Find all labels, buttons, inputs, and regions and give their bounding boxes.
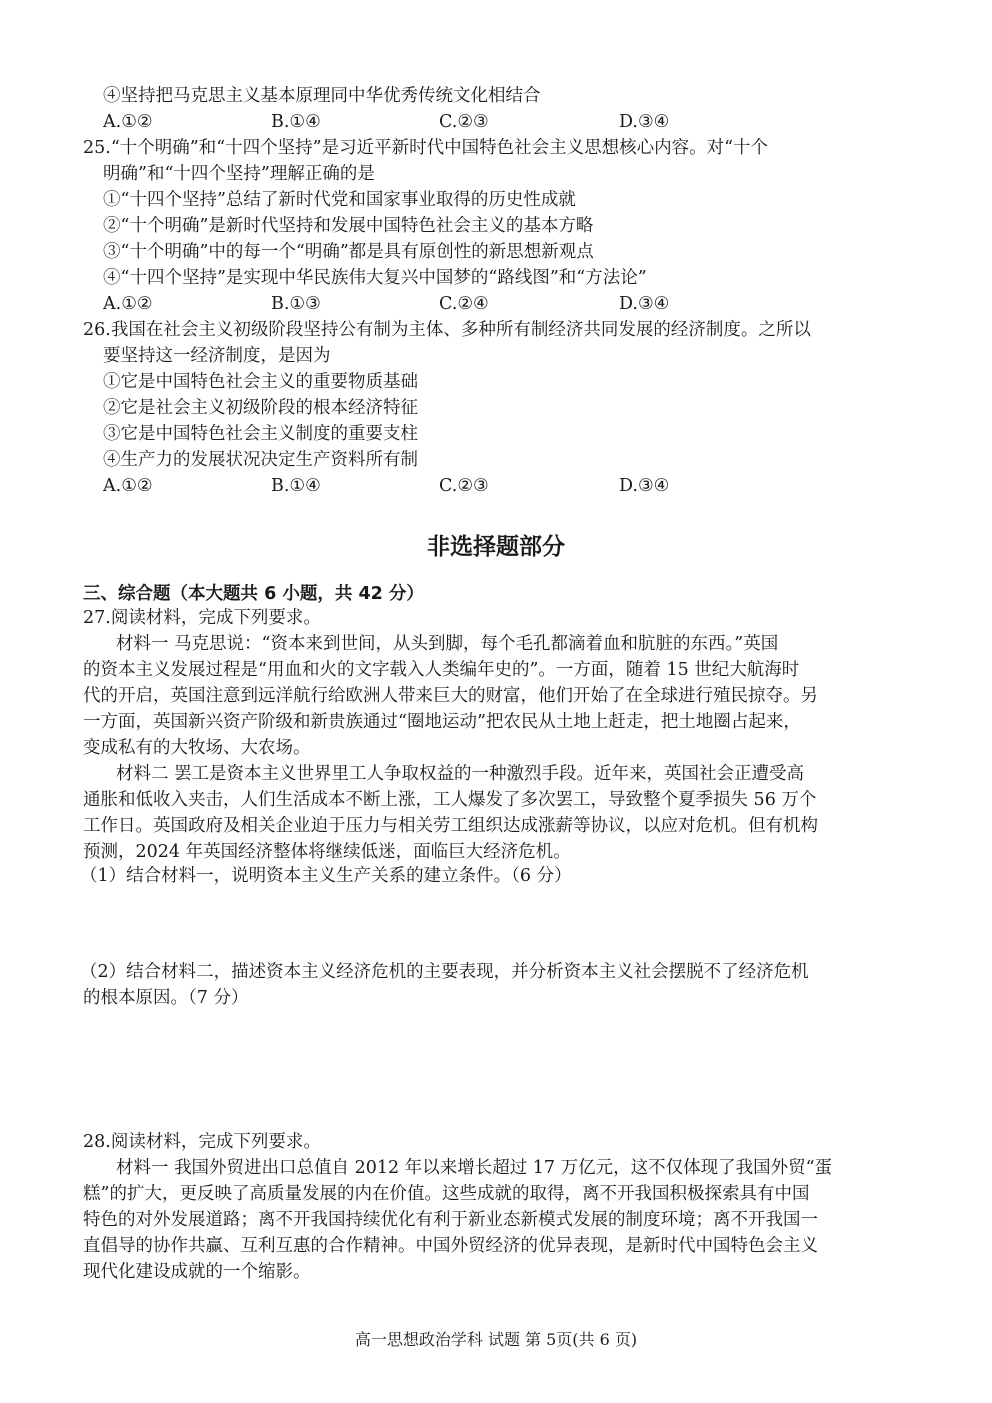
q27-material-2-line-4: 预测，2024 年英国经济整体将继续低迷，面临巨大经济危机。 bbox=[83, 842, 571, 862]
q25-stem-line-1: 25.“十个明确”和“十四个坚持”是习近平新时代中国特色社会主义思想核心内容。对“十个 bbox=[83, 138, 769, 158]
q27-subquestion-2-line-2: 的根本原因。（7 分） bbox=[83, 988, 249, 1008]
page-footer: 高一思想政治学科 试题 第 5页(共 6 页) bbox=[354, 1330, 638, 1349]
q26-option-item-1: ①它是中国特色社会主义的重要物质基础 bbox=[103, 372, 418, 392]
q27-material-2-line-1: 材料二 罢工是资本主义世界里工人争取权益的一种激烈手段。近年来，英国社会正遭受高 bbox=[116, 764, 805, 784]
q27-material-1-line-5: 变成私有的大牧场、大农场。 bbox=[83, 738, 311, 758]
q28-stem: 28.阅读材料，完成下列要求。 bbox=[83, 1132, 321, 1152]
q26-choice-b: B.①④ bbox=[271, 476, 321, 496]
q25-choice-b: B.①③ bbox=[271, 294, 321, 314]
q26-option-item-3: ③它是中国特色社会主义制度的重要支柱 bbox=[103, 424, 418, 444]
q25-option-item-1: ①“十四个坚持”总结了新时代党和国家事业取得的历史性成就 bbox=[103, 190, 576, 210]
q26-choice-d: D.③④ bbox=[619, 476, 670, 496]
q28-material-1-line-2: 糕”的扩大，更反映了高质量发展的内在价值。这些成就的取得，离不开我国积极探索具有中国 bbox=[83, 1184, 810, 1204]
section-heading: 三、综合题（本大题共 6 小题，共 42 分） bbox=[83, 584, 424, 604]
q27-material-1-line-2: 的资本主义发展过程是“用血和火的文字载入人类编年史的”。一方面，随着 15 世纪大航海时 bbox=[83, 660, 800, 680]
q26-option-item-4: ④生产力的发展状况决定生产资料所有制 bbox=[103, 450, 418, 470]
q28-material-1-line-5: 现代化建设成就的一个缩影。 bbox=[83, 1262, 311, 1282]
q25-choice-c: C.②④ bbox=[439, 294, 489, 314]
q25-option-item-4: ④“十四个坚持”是实现中华民族伟大复兴中国梦的“路线图”和“方法论” bbox=[103, 268, 647, 288]
q25-option-item-2: ②“十个明确”是新时代坚持和发展中国特色社会主义的基本方略 bbox=[103, 216, 594, 236]
q24-option-item-4: ④坚持把马克思主义基本原理同中华优秀传统文化相结合 bbox=[103, 86, 541, 106]
q24-choice-b: B.①④ bbox=[271, 112, 321, 132]
q26-choice-a: A.①② bbox=[103, 476, 153, 496]
q25-stem-line-2: 明确”和“十四个坚持”理解正确的是 bbox=[103, 164, 375, 184]
q27-material-2-line-3: 工作日。英国政府及相关企业迫于压力与相关劳工组织达成涨薪等协议，以应对危机。但有机构 bbox=[83, 816, 818, 836]
q27-subquestion-2-line-1: （2）结合材料二，描述资本主义经济危机的主要表现，并分析资本主义社会摆脱不了经济危机 bbox=[80, 962, 809, 982]
q26-stem-line-1: 26.我国在社会主义初级阶段坚持公有制为主体、多种所有制经济共同发展的经济制度。之所以 bbox=[83, 320, 811, 340]
q28-material-1-line-1: 材料一 我国外贸进出口总值自 2012 年以来增长超过 17 万亿元，这不仅体现了我国外贸“蛋 bbox=[116, 1158, 833, 1178]
q27-material-1-line-4: 一方面，英国新兴资产阶级和新贵族通过“圈地运动”把农民从土地上赶走，把土地圈占起来， bbox=[83, 712, 801, 732]
q26-choice-c: C.②③ bbox=[439, 476, 489, 496]
q28-material-1-line-3: 特色的对外发展道路；离不开我国持续优化有利于新业态新模式发展的制度环境；离不开我国一 bbox=[83, 1210, 818, 1230]
q28-material-1-line-4: 直倡导的协作共赢、互利互惠的合作精神。中国外贸经济的优异表现，是新时代中国特色会主义 bbox=[83, 1236, 818, 1256]
q25-option-item-3: ③“十个明确”中的每一个“明确”都是具有原创性的新思想新观点 bbox=[103, 242, 594, 262]
q27-subquestion-1: （1）结合材料一，说明资本主义生产关系的建立条件。（6 分） bbox=[80, 866, 572, 886]
q27-material-1-line-3: 代的开启，英国注意到远洋航行给欧洲人带来巨大的财富，他们开始了在全球进行殖民掠夺。另 bbox=[83, 686, 818, 706]
q26-option-item-2: ②它是社会主义初级阶段的根本经济特征 bbox=[103, 398, 418, 418]
q27-material-1-line-1: 材料一 马克思说：“资本来到世间，从头到脚，每个毛孔都滴着血和肮脏的东西。”英国 bbox=[116, 634, 779, 654]
q24-choice-c: C.②③ bbox=[439, 112, 489, 132]
part-title: 非选择题部分 bbox=[427, 534, 565, 560]
q24-choice-d: D.③④ bbox=[619, 112, 670, 132]
q25-choice-a: A.①② bbox=[103, 294, 153, 314]
q24-choice-a: A.①② bbox=[103, 112, 153, 132]
q25-choice-d: D.③④ bbox=[619, 294, 670, 314]
q26-stem-line-2: 要坚持这一经济制度，是因为 bbox=[103, 346, 331, 366]
q27-stem: 27.阅读材料，完成下列要求。 bbox=[83, 608, 321, 628]
q27-material-2-line-2: 通胀和低收入夹击，人们生活成本不断上涨，工人爆发了多次罢工，导致整个夏季损失 56 万个 bbox=[83, 790, 817, 810]
